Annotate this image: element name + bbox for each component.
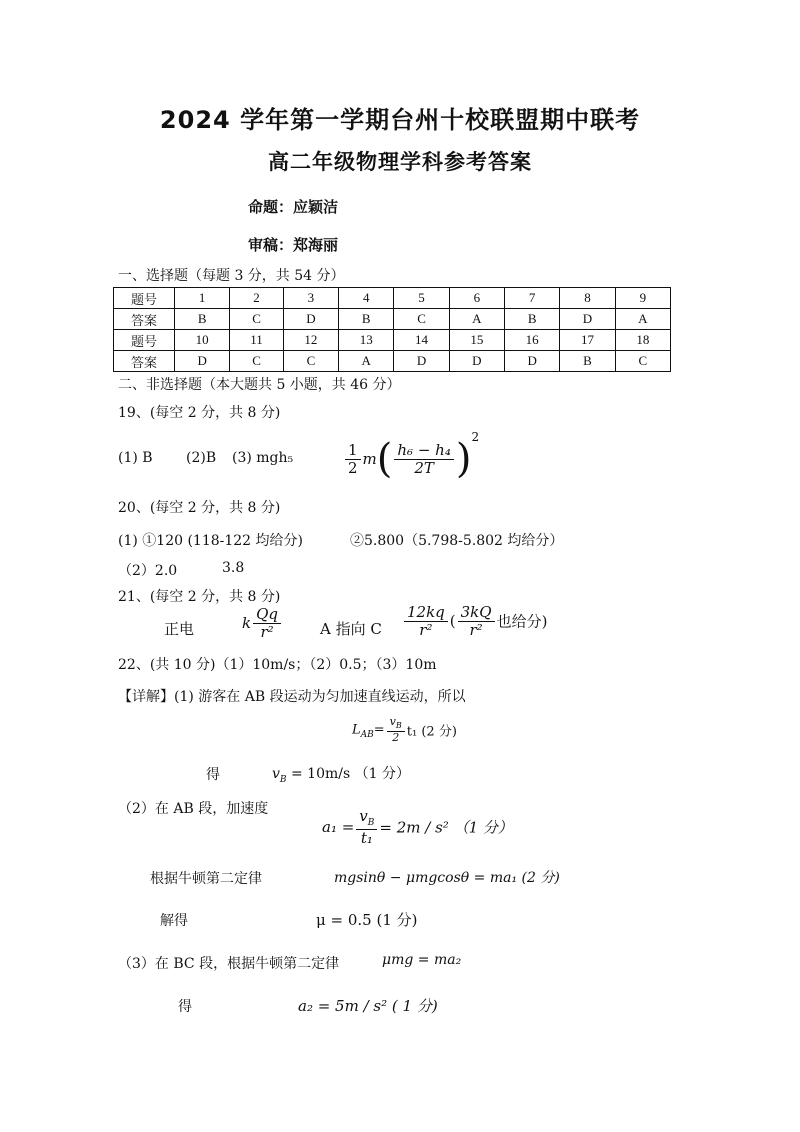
table-cell: D — [560, 309, 615, 330]
subscript: B — [395, 721, 402, 731]
table-cell: 16 — [505, 330, 560, 351]
numerator-symbol: v — [359, 807, 368, 825]
table-cell: B — [505, 309, 560, 330]
table-cell: 4 — [339, 288, 394, 309]
q22-heading: 22、(共 10 分)（1）10m/s；（2）0.5；（3）10m — [118, 657, 437, 673]
table-cell: 14 — [394, 330, 449, 351]
table-cell: 9 — [615, 288, 670, 309]
q20-answer-2b: 3.8 — [222, 560, 245, 576]
section2-heading: 二、非选择题（本大题共 5 小题，共 46 分） — [118, 377, 401, 393]
fraction — [356, 808, 377, 846]
table-cell: A — [449, 309, 504, 330]
table-cell: 5 — [394, 288, 449, 309]
reviewer-credit: 审稿：郑海丽 — [248, 236, 339, 254]
table-cell: 12 — [283, 330, 338, 351]
table-cell: 答案 — [114, 309, 175, 330]
q19-answer-1: (1) B — [118, 450, 153, 466]
q22-newton-label: 根据牛顿第二定律 — [150, 871, 262, 887]
table-cell: 6 — [449, 288, 504, 309]
q22-eq2-lead: 得 — [206, 767, 220, 783]
q22-equation-5: μ = 0.5 (1 分) — [316, 911, 418, 929]
mass-symbol: m — [362, 450, 377, 468]
numerator — [356, 808, 377, 830]
table-cell: D — [175, 351, 230, 372]
q19-answer-3: (3) mgh₅ — [232, 450, 294, 466]
table-cell: 题号 — [114, 288, 175, 309]
table-cell: 13 — [339, 330, 394, 351]
numerator: 3kQ — [458, 604, 495, 622]
constant-k: k — [242, 614, 252, 632]
q21-heading: 21、(每空 2 分，共 8 分) — [118, 589, 281, 605]
table-cell: A — [339, 351, 394, 372]
fraction — [404, 604, 448, 638]
q22-equation-4: mgsinθ − μmgcosθ = ma₁ (2 分) — [334, 870, 560, 886]
q22-equation-3 — [322, 808, 513, 846]
q22-equation-7: a₂ = 5m / s² ( 1 分) — [298, 997, 438, 1015]
q19-heading: 19、(每空 2 分，共 8 分) — [118, 405, 281, 421]
numerator: 1 — [345, 442, 361, 460]
numerator: 12kq — [404, 604, 448, 622]
subscript: B — [367, 818, 375, 828]
subscript: B — [279, 774, 287, 785]
table-cell: 1 — [175, 288, 230, 309]
table-row — [114, 309, 671, 330]
q20-answer-1a: (1) ①120 (118-122 均给分) — [118, 533, 304, 549]
equals-sign: = — [373, 722, 385, 738]
fraction — [458, 604, 495, 638]
equation-tail: t₁ (2 分) — [406, 724, 457, 740]
table-cell: 18 — [615, 330, 670, 351]
note-text: 也给分) — [496, 612, 548, 631]
table-cell: 2 — [230, 288, 283, 309]
table-cell: 17 — [560, 330, 615, 351]
denominator: r² — [469, 620, 483, 639]
open-paren: ( — [449, 612, 456, 630]
numerator: Qq — [253, 606, 281, 624]
denominator: r² — [419, 620, 433, 639]
denominator: r² — [260, 622, 274, 641]
q21-answer-2-formula — [242, 606, 283, 640]
table-cell: C — [283, 351, 338, 372]
subscript: AB — [360, 730, 374, 741]
symbol: L — [352, 722, 361, 738]
left-paren: ( — [376, 436, 393, 482]
q21-answer-4-formula — [402, 604, 547, 638]
table-cell: 10 — [175, 330, 230, 351]
answer-table — [113, 287, 671, 372]
q22-equation-1 — [352, 716, 457, 744]
equation-lhs: a₁ = — [322, 818, 355, 837]
table-cell: D — [449, 351, 504, 372]
table-row — [114, 288, 671, 309]
q21-answer-1: 正电 — [164, 620, 195, 638]
numerator-symbol: v — [389, 715, 396, 728]
right-paren: ) — [455, 436, 472, 482]
page-title: 2024 学年第一学期台州十校联盟期中联考 — [159, 106, 641, 134]
numerator: h₆ − h₄ — [394, 442, 453, 460]
q19-answer-4-formula — [343, 430, 480, 482]
fraction — [253, 606, 281, 640]
table-cell: 3 — [283, 288, 338, 309]
table-cell: 答案 — [114, 351, 175, 372]
table-cell: 题号 — [114, 330, 175, 351]
q22-part2-intro: （2）在 AB 段，加速度 — [118, 801, 269, 817]
table-cell: 11 — [230, 330, 283, 351]
table-cell: 15 — [449, 330, 504, 351]
denominator: 2 — [348, 458, 358, 477]
symbol: v — [272, 766, 280, 782]
table-cell: D — [283, 309, 338, 330]
q22-detail-intro: 【详解】(1) 游客在 AB 段运动为匀加速直线运动，所以 — [118, 689, 466, 705]
table-row — [114, 351, 671, 372]
equation-tail: = 10m/s （1 分） — [286, 766, 410, 782]
q22-solve-label: 解得 — [160, 913, 188, 929]
table-cell: B — [339, 309, 394, 330]
denominator: t₁ — [360, 828, 373, 847]
q20-heading: 20、(每空 2 分，共 8 分) — [118, 500, 281, 516]
table-cell: C — [394, 309, 449, 330]
q21-answer-3: A 指向 C — [320, 620, 382, 638]
equation-tail: = 2m / s² （1 分） — [379, 818, 513, 837]
section1-heading: 一、选择题（每题 3 分，共 54 分） — [118, 268, 345, 284]
q22-equation-2 — [272, 763, 410, 785]
q20-answer-1b: ②5.800（5.798-5.802 均给分） — [350, 533, 564, 549]
denominator: 2 — [392, 730, 400, 744]
table-cell: B — [560, 351, 615, 372]
fraction — [387, 716, 405, 744]
table-cell: D — [394, 351, 449, 372]
table-row — [114, 330, 671, 351]
fraction — [345, 442, 361, 476]
table-cell: B — [175, 309, 230, 330]
table-cell: 7 — [505, 288, 560, 309]
table-cell: C — [615, 351, 670, 372]
table-cell: C — [230, 351, 283, 372]
exponent: 2 — [471, 430, 480, 444]
q20-answer-2a: （2）2.0 — [118, 563, 178, 579]
page-subtitle: 高二年级物理学科参考答案 — [268, 150, 532, 174]
author-credit: 命题：应颖洁 — [248, 198, 339, 216]
q19-answer-2: (2)B — [186, 450, 217, 466]
numerator — [387, 716, 405, 732]
denominator: 2T — [414, 458, 434, 477]
q22-eq7-lead: 得 — [178, 999, 192, 1015]
fraction — [394, 442, 453, 476]
q22-equation-6: μmg = ma₂ — [382, 952, 462, 968]
table-cell: 8 — [560, 288, 615, 309]
q22-part3-intro: （3）在 BC 段，根据牛顿第二定律 — [118, 956, 340, 972]
table-cell: D — [505, 351, 560, 372]
table-cell: C — [230, 309, 283, 330]
table-cell: A — [615, 309, 670, 330]
